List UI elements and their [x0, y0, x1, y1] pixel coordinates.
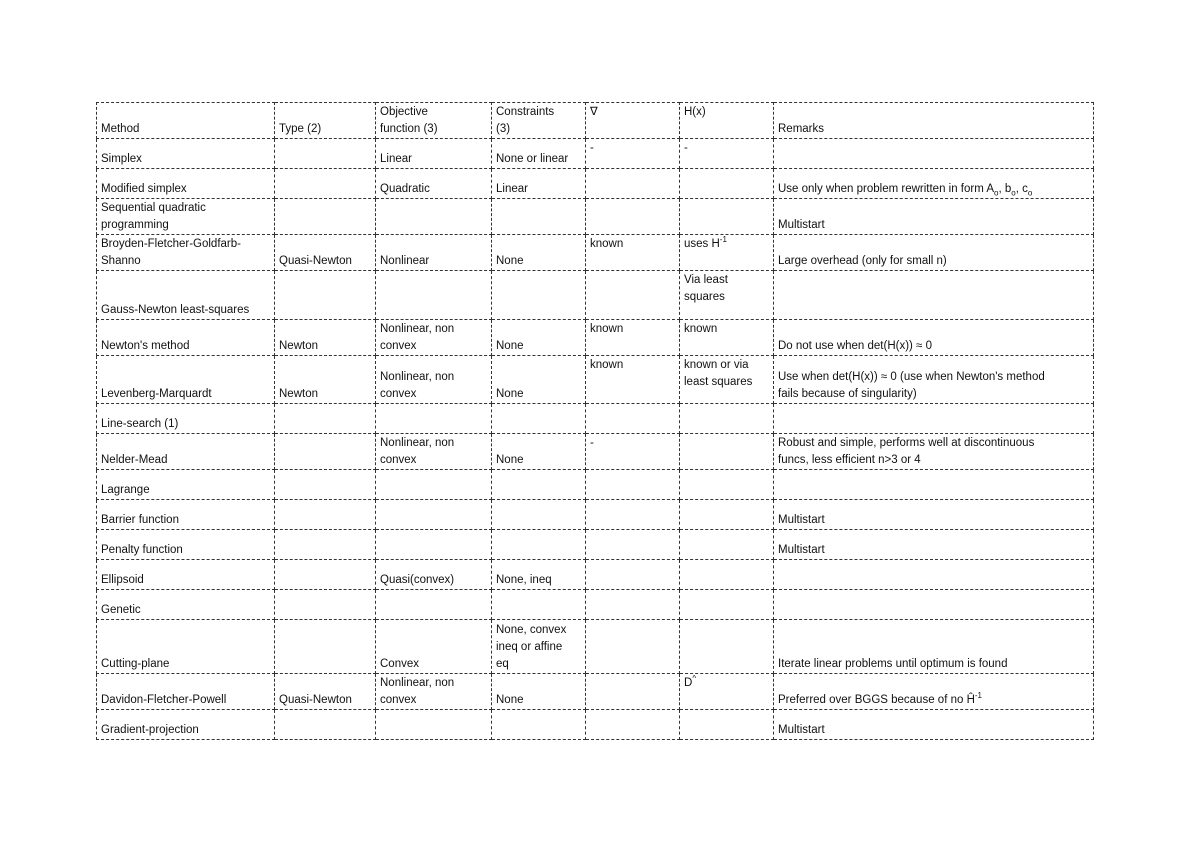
cell-gradient — [586, 590, 680, 620]
cell-gradient: - — [586, 139, 680, 169]
cell-hessian: Via least squares — [680, 271, 774, 320]
cell-remarks: Use when det(H(x)) ≈ 0 (use when Newton's method fails because of singularity) — [774, 356, 1094, 404]
cell-objective — [376, 470, 492, 500]
cell-objective — [376, 590, 492, 620]
cell-hessian — [680, 500, 774, 530]
cell-remarks: Multistart — [774, 710, 1094, 740]
cell-method: Simplex — [97, 139, 275, 169]
cell-method: Nelder-Mead — [97, 434, 275, 470]
cell-hessian: uses $H^{-1}$ — [680, 235, 774, 271]
table-row — [97, 710, 1094, 740]
cell-type: Quasi-Newton — [275, 235, 376, 271]
cell-remarks: Multistart — [774, 530, 1094, 560]
cell-method: Newton's method — [97, 320, 275, 356]
table-row — [97, 169, 1094, 199]
cell-objective — [376, 710, 492, 740]
table-row — [97, 434, 1094, 470]
table-row — [97, 235, 1094, 271]
cell-method: Sequential quadratic programming — [97, 199, 275, 235]
cell-type — [275, 199, 376, 235]
cell-hessian: D^ — [680, 674, 774, 710]
cell-type — [275, 590, 376, 620]
header-gradient: ∇ — [586, 103, 680, 139]
table-row — [97, 560, 1094, 590]
cell-constraints: None, ineq — [492, 560, 586, 590]
header-remarks: Remarks — [774, 103, 1094, 139]
cell-gradient — [586, 674, 680, 710]
table-row — [97, 500, 1094, 530]
cell-gradient — [586, 199, 680, 235]
cell-objective — [376, 530, 492, 560]
cell-method: Levenberg-Marquardt — [97, 356, 275, 404]
cell-method: Gauss-Newton least-squares — [97, 271, 275, 320]
cell-type — [275, 500, 376, 530]
cell-constraints: None — [492, 320, 586, 356]
cell-remarks: Preferred over BGGS because of no $Ĥ^{-1}$ — [774, 674, 1094, 710]
cell-constraints: None or linear — [492, 139, 586, 169]
cell-objective — [376, 199, 492, 235]
cell-objective: Convex — [376, 620, 492, 674]
cell-remarks: Do not use when det(H(x)) ≈ 0 — [774, 320, 1094, 356]
cell-type: Newton — [275, 356, 376, 404]
table-row — [97, 139, 1094, 169]
cell-gradient — [586, 470, 680, 500]
cell-objective: Nonlinear, non convex — [376, 674, 492, 710]
header-row — [97, 103, 1094, 139]
cell-method: Genetic — [97, 590, 275, 620]
cell-remarks: Iterate linear problems until optimum is found — [774, 620, 1094, 674]
cell-constraints: None — [492, 434, 586, 470]
cell-objective: Nonlinear — [376, 235, 492, 271]
cell-type — [275, 169, 376, 199]
cell-method: Cutting-plane — [97, 620, 275, 674]
cell-type — [275, 271, 376, 320]
cell-method: Modified simplex — [97, 169, 275, 199]
cell-constraints: None, convex ineq or affine eq — [492, 620, 586, 674]
table-row — [97, 356, 1094, 404]
cell-method: Line-search (1) — [97, 404, 275, 434]
cell-type — [275, 560, 376, 590]
cell-constraints: None — [492, 235, 586, 271]
cell-method: Gradient-projection — [97, 710, 275, 740]
cell-method: Broyden-Fletcher-Goldfarb- Shanno — [97, 235, 275, 271]
cell-remarks: Use only when problem rewritten in form $A_o$, $b_o$, $c_o$ — [774, 169, 1094, 199]
cell-constraints — [492, 710, 586, 740]
cell-type — [275, 139, 376, 169]
cell-gradient: - — [586, 434, 680, 470]
cell-constraints — [492, 470, 586, 500]
cell-objective: Linear — [376, 139, 492, 169]
cell-hessian — [680, 199, 774, 235]
cell-hessian — [680, 590, 774, 620]
cell-remarks — [774, 470, 1094, 500]
cell-remarks: Large overhead (only for small n) — [774, 235, 1094, 271]
cell-constraints: None — [492, 674, 586, 710]
cell-hessian — [680, 404, 774, 434]
cell-objective — [376, 271, 492, 320]
cell-remarks: Robust and simple, performs well at discontinuous funcs, less efficient n>3 or 4 — [774, 434, 1094, 470]
cell-objective: Nonlinear, non convex — [376, 434, 492, 470]
cell-gradient — [586, 404, 680, 434]
table-row — [97, 530, 1094, 560]
cell-gradient — [586, 620, 680, 674]
cell-gradient — [586, 710, 680, 740]
cell-method: Ellipsoid — [97, 560, 275, 590]
cell-remarks — [774, 271, 1094, 320]
cell-remarks — [774, 590, 1094, 620]
cell-type — [275, 404, 376, 434]
cell-objective — [376, 500, 492, 530]
cell-gradient: known — [586, 235, 680, 271]
cell-hessian — [680, 560, 774, 590]
cell-method: Barrier function — [97, 500, 275, 530]
header-objective: Objective function (3) — [376, 103, 492, 139]
cell-type — [275, 530, 376, 560]
cell-gradient: known — [586, 356, 680, 404]
cell-objective: Quasi(convex) — [376, 560, 492, 590]
cell-hessian: known — [680, 320, 774, 356]
table-row — [97, 470, 1094, 500]
cell-method: Penalty function — [97, 530, 275, 560]
cell-hessian: - — [680, 139, 774, 169]
header-hessian: H(x) — [680, 103, 774, 139]
cell-constraints — [492, 271, 586, 320]
cell-hessian — [680, 620, 774, 674]
cell-gradient — [586, 271, 680, 320]
cell-type: Newton — [275, 320, 376, 356]
table-row — [97, 404, 1094, 434]
cell-gradient — [586, 169, 680, 199]
table-row — [97, 271, 1094, 320]
cell-gradient — [586, 500, 680, 530]
cell-remarks: Multistart — [774, 500, 1094, 530]
header-type: Type (2) — [275, 103, 376, 139]
cell-constraints — [492, 500, 586, 530]
cell-remarks: Multistart — [774, 199, 1094, 235]
cell-type — [275, 470, 376, 500]
cell-objective — [376, 404, 492, 434]
cell-hessian: known or via least squares — [680, 356, 774, 404]
cell-type — [275, 620, 376, 674]
cell-constraints — [492, 530, 586, 560]
cell-gradient: known — [586, 320, 680, 356]
cell-type: Quasi-Newton — [275, 674, 376, 710]
table-row — [97, 320, 1094, 356]
cell-method: Lagrange — [97, 470, 275, 500]
table-row — [97, 590, 1094, 620]
cell-type — [275, 710, 376, 740]
cell-constraints — [492, 199, 586, 235]
cell-hessian — [680, 434, 774, 470]
cell-hessian — [680, 710, 774, 740]
table-row — [97, 199, 1094, 235]
cell-remarks — [774, 560, 1094, 590]
cell-hessian — [680, 470, 774, 500]
cell-constraints — [492, 404, 586, 434]
cell-objective: Nonlinear, non convex — [376, 320, 492, 356]
cell-constraints: None — [492, 356, 586, 404]
cell-objective: Quadratic — [376, 169, 492, 199]
table-row — [97, 620, 1094, 674]
cell-type — [275, 434, 376, 470]
cell-hessian — [680, 530, 774, 560]
table-row — [97, 674, 1094, 710]
methods-table — [96, 102, 1094, 740]
cell-remarks — [774, 139, 1094, 169]
header-method: Method — [97, 103, 275, 139]
cell-method: Davidon-Fletcher-Powell — [97, 674, 275, 710]
cell-constraints: Linear — [492, 169, 586, 199]
cell-constraints — [492, 590, 586, 620]
cell-gradient — [586, 530, 680, 560]
header-constraints: Constraints (3) — [492, 103, 586, 139]
cell-remarks — [774, 404, 1094, 434]
cell-gradient — [586, 560, 680, 590]
cell-objective: Nonlinear, non convex — [376, 356, 492, 404]
cell-hessian — [680, 169, 774, 199]
